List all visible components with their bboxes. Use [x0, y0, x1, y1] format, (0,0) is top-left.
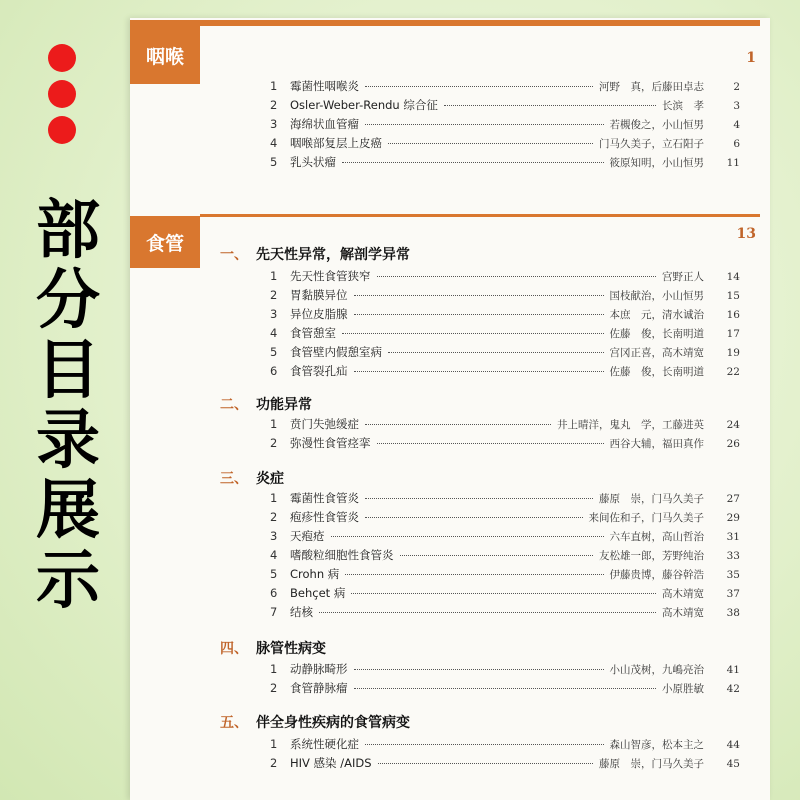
toc-entry[interactable] — [270, 528, 740, 546]
entry-number: 2 — [270, 510, 278, 524]
entry-number: 2 — [270, 681, 278, 695]
entry-title: 天疱疮 — [290, 529, 325, 543]
dot-leader — [354, 314, 604, 315]
toc-entry[interactable] — [270, 435, 740, 453]
entry-number: 6 — [270, 364, 278, 378]
dot-leader — [354, 371, 604, 372]
entry-authors: 长滨 孝 — [662, 100, 704, 112]
dot-leader — [444, 105, 656, 106]
entry-authors: 伊藤贵博，藤谷幹浩 — [609, 569, 704, 581]
entry-number: 6 — [270, 586, 278, 600]
entry-title: 结核 — [290, 605, 313, 619]
entry-number: 1 — [270, 79, 278, 93]
entry-page: 31 — [726, 531, 740, 543]
entry-number: 3 — [270, 307, 278, 321]
section-throat — [130, 18, 770, 76]
dot-leader — [345, 574, 603, 575]
entry-page: 4 — [733, 119, 740, 131]
entry-page: 17 — [726, 328, 740, 340]
side-title-char: 分 — [36, 264, 100, 338]
dot-leader — [388, 143, 593, 144]
entry-authors: 高木靖宽 — [662, 588, 704, 600]
section-page-number: 1 — [746, 50, 756, 66]
entry-authors: 友松雄一郎，芳野纯治 — [599, 550, 704, 562]
entry-title: 动静脉畸形 — [290, 662, 348, 676]
toc-entry[interactable] — [270, 566, 740, 584]
entry-number: 3 — [270, 529, 278, 543]
entry-page: 15 — [726, 290, 740, 302]
toc-entry[interactable] — [270, 661, 740, 679]
toc-entry[interactable] — [270, 287, 740, 305]
section-header — [130, 18, 770, 76]
entry-title: Crohn 病 — [290, 567, 340, 581]
dot-leader — [365, 124, 604, 125]
entry-number: 1 — [270, 737, 278, 751]
toc-entry[interactable] — [270, 680, 740, 698]
entry-number: 1 — [270, 491, 278, 505]
entry-number: 5 — [270, 345, 278, 359]
entry-page: 22 — [726, 366, 740, 378]
entry-title: 食管静脉瘤 — [290, 681, 348, 695]
entry-number: 4 — [270, 136, 278, 150]
toc-entry[interactable] — [270, 416, 740, 434]
entry-page: 3 — [733, 100, 740, 112]
entry-number: 5 — [270, 567, 278, 581]
entry-number: 1 — [270, 662, 278, 676]
entry-title: 异位皮脂腺 — [290, 307, 348, 321]
group-title-text: 先天性异常，解剖学异常 — [256, 247, 410, 263]
toc-entry[interactable] — [270, 736, 740, 754]
group-number: 一、 — [220, 247, 248, 263]
entry-authors: 高木靖宽 — [662, 607, 704, 619]
side-title-char: 录 — [36, 404, 100, 478]
group-title — [220, 394, 312, 414]
dot-leader — [377, 276, 657, 277]
toc-entry[interactable] — [270, 344, 740, 362]
entry-number: 3 — [270, 117, 278, 131]
entry-title: 嗜酸粒细胞性食管炎 — [290, 548, 394, 562]
entry-title: 食管裂孔疝 — [290, 364, 348, 378]
entry-title: 乳头状瘤 — [290, 155, 336, 169]
toc-entry[interactable] — [270, 268, 740, 286]
entry-page: 27 — [726, 493, 740, 505]
group-title — [220, 712, 410, 732]
entry-authors: 门马久美子，立石阳子 — [599, 138, 704, 150]
dot-leader — [342, 162, 604, 163]
entry-title: 霉菌性食管炎 — [290, 491, 359, 505]
entry-authors: 藤原 崇，门马久美子 — [599, 758, 704, 770]
entry-page: 33 — [726, 550, 740, 562]
dot-leader — [365, 498, 593, 499]
entry-page: 14 — [726, 271, 740, 283]
group-number: 三、 — [220, 471, 248, 487]
entry-authors: 西谷大辅，福田真作 — [609, 438, 704, 450]
group-title — [220, 638, 326, 658]
section-rule — [200, 214, 760, 217]
entry-page: 26 — [726, 438, 740, 450]
toc-entry[interactable] — [270, 755, 740, 773]
entry-title: 食管憩室 — [290, 326, 336, 340]
group-title-text: 功能异常 — [256, 397, 312, 413]
dot-leader — [365, 744, 604, 745]
side-title-char: 部 — [36, 194, 100, 268]
dot-leader — [342, 333, 604, 334]
dot-leader — [365, 517, 583, 518]
group-title-text: 炎症 — [256, 471, 284, 487]
red-dot-icon — [48, 80, 76, 108]
section-rule — [130, 20, 760, 26]
entry-page: 38 — [726, 607, 740, 619]
entry-number: 2 — [270, 288, 278, 302]
entry-authors: 佐藤 俊，长南明道 — [609, 328, 704, 340]
entry-title: 海绵状血管瘤 — [290, 117, 359, 131]
entry-page: 37 — [726, 588, 740, 600]
entry-authors: 来间佐和子，门马久美子 — [588, 512, 704, 524]
dot-leader — [351, 593, 656, 594]
entry-authors: 森山智彦，松本主之 — [609, 739, 704, 751]
entry-authors: 六车直树，高山哲治 — [609, 531, 704, 543]
entry-number: 4 — [270, 326, 278, 340]
toc-entry[interactable] — [270, 135, 740, 153]
toc-entry[interactable] — [270, 306, 740, 324]
entry-number: 2 — [270, 756, 278, 770]
entry-title: 食管壁内假憩室病 — [290, 345, 382, 359]
toc-entry[interactable] — [270, 97, 740, 115]
section-page-number: 13 — [736, 226, 756, 242]
toc-entry[interactable] — [270, 604, 740, 622]
group-title-text: 伴全身性疾病的食管病变 — [256, 715, 410, 731]
dot-leader — [319, 612, 656, 613]
red-dot-icon — [48, 44, 76, 72]
toc-entry[interactable] — [270, 363, 740, 381]
toc-entry[interactable] — [270, 585, 740, 603]
dot-leader — [331, 536, 604, 537]
dot-leader — [365, 424, 551, 425]
entry-authors: 筱原知明，小山恒男 — [609, 157, 704, 169]
entry-page: 6 — [733, 138, 740, 150]
group-title — [220, 244, 410, 264]
entry-authors: 本庶 元，清水诚治 — [609, 309, 704, 321]
entry-authors: 若槻俊之，小山恒男 — [609, 119, 704, 131]
entry-page: 29 — [726, 512, 740, 524]
entry-authors: 小山茂树，九嶋亮治 — [609, 664, 704, 676]
section-label: 食管 — [130, 216, 200, 268]
red-dot-icon — [48, 116, 76, 144]
entry-number: 1 — [270, 417, 278, 431]
side-title-char: 展 — [36, 474, 100, 548]
entry-page: 16 — [726, 309, 740, 321]
entry-title: 贲门失弛缓症 — [290, 417, 359, 431]
entry-title: 疱疹性食管炎 — [290, 510, 359, 524]
dot-leader — [365, 86, 593, 87]
toc-entry[interactable] — [270, 509, 740, 527]
entry-page: 2 — [733, 81, 740, 93]
entry-number: 2 — [270, 436, 278, 450]
toc-entry[interactable] — [270, 116, 740, 134]
entry-page: 44 — [726, 739, 740, 751]
dot-leader — [354, 688, 657, 689]
entry-authors: 国枝献治，小山恒男 — [609, 290, 704, 302]
decorative-dots — [48, 44, 82, 152]
toc-entry[interactable] — [270, 154, 740, 172]
dot-leader — [354, 295, 604, 296]
entry-page: 41 — [726, 664, 740, 676]
group-title-text: 脉管性病变 — [256, 641, 326, 657]
entry-authors: 河野 真，后藤田卓志 — [599, 81, 704, 93]
entry-title: 系统性硬化症 — [290, 737, 359, 751]
entry-authors: 宫野正人 — [662, 271, 704, 283]
entry-number: 1 — [270, 269, 278, 283]
section-label: 咽喉 — [130, 26, 200, 84]
dot-leader — [400, 555, 594, 556]
entry-title: 胃黏膜异位 — [290, 288, 348, 302]
side-title-char: 目 — [36, 334, 100, 408]
entry-page: 24 — [726, 419, 740, 431]
entry-page: 19 — [726, 347, 740, 359]
entry-number: 5 — [270, 155, 278, 169]
toc-entry[interactable] — [270, 547, 740, 565]
toc-entry[interactable] — [270, 490, 740, 508]
entry-authors: 井上晴洋，鬼丸 学，工藤进英 — [557, 419, 704, 431]
entry-title: HIV 感染 /AIDS — [290, 756, 372, 770]
toc-entry[interactable] — [270, 78, 740, 96]
entry-title: Behçet 病 — [290, 586, 346, 600]
entry-number: 4 — [270, 548, 278, 562]
side-title-char: 示 — [36, 544, 100, 618]
toc-entry[interactable] — [270, 325, 740, 343]
entry-number: 7 — [270, 605, 278, 619]
group-number: 五、 — [220, 715, 248, 731]
side-title — [22, 196, 114, 616]
dot-leader — [354, 669, 604, 670]
dot-leader — [377, 443, 604, 444]
entry-authors: 佐藤 俊，长南明道 — [609, 366, 704, 378]
entry-number: 2 — [270, 98, 278, 112]
dot-leader — [388, 352, 604, 353]
entry-title: 咽喉部复层上皮癌 — [290, 136, 382, 150]
group-title — [220, 468, 284, 488]
entry-title: 先天性食管狭窄 — [290, 269, 371, 283]
entry-page: 42 — [726, 683, 740, 695]
entry-authors: 宫冈正喜，高木靖宽 — [609, 347, 704, 359]
entry-page: 45 — [726, 758, 740, 770]
entry-authors: 小原胜敏 — [662, 683, 704, 695]
entry-authors: 藤原 崇，门马久美子 — [599, 493, 704, 505]
entry-title: 弥漫性食管痉挛 — [290, 436, 371, 450]
group-number: 四、 — [220, 641, 248, 657]
dot-leader — [378, 763, 593, 764]
entry-page: 35 — [726, 569, 740, 581]
group-number: 二、 — [220, 397, 248, 413]
entry-page: 11 — [726, 157, 740, 169]
toc-page — [130, 18, 770, 800]
entry-title: Osler-Weber-Rendu 综合征 — [290, 98, 438, 112]
entry-title: 霉菌性咽喉炎 — [290, 79, 359, 93]
